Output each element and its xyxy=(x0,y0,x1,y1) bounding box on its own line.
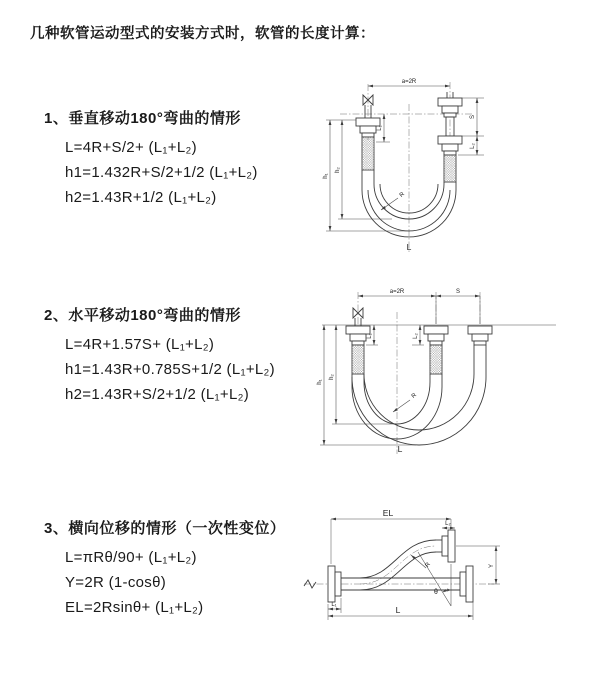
dim-r-label: R xyxy=(410,392,418,400)
dim-l-label: L xyxy=(395,605,401,615)
dim-l2-label: L₂ xyxy=(413,333,419,339)
left-braided-hose xyxy=(362,137,374,170)
angle-arc-arrow xyxy=(447,589,451,592)
section3-formula-Y: Y=2R (1-cosθ) xyxy=(65,574,167,591)
dim-l1-label: L₁ xyxy=(377,125,383,131)
section1-formula-h2: h2=1.43R+1/2 (L₁+L₂) xyxy=(65,189,217,206)
diagram-vertical-180-bend xyxy=(310,70,600,260)
section1-formula-h1: h1=1.432R+S/2+1/2 (L₁+L₂) xyxy=(65,164,258,181)
dim-a2r-label: a=2R xyxy=(389,289,405,295)
right-lower-flange xyxy=(460,566,473,602)
section2-formula-L: L=4R+1.57S+ (L₁+L₂) xyxy=(65,336,215,353)
dim-l2-label: L₂ xyxy=(470,143,476,149)
dim-r-label: R xyxy=(398,191,406,199)
centerlines xyxy=(322,292,556,454)
section1-formula-L: L=4R+S/2+ (L₁+L₂) xyxy=(65,139,197,156)
left-braided-hose xyxy=(352,345,364,374)
section3-heading: 3、横向位移的情形（一次性变位） xyxy=(44,520,286,537)
section2-formula-h2: h2=1.43R+S/2+1/2 (L₁+L₂) xyxy=(65,386,250,403)
dim-h2-label: h₂ xyxy=(329,374,335,380)
dimensions xyxy=(328,508,500,620)
dim-l1-label: L₁ xyxy=(331,602,337,608)
angle-construction xyxy=(418,552,451,606)
middle-braided-hose xyxy=(430,345,442,374)
dim-r-label: R xyxy=(424,561,432,569)
diagram-horizontal-180-bend xyxy=(308,282,600,460)
dim-h1-label: h₁ xyxy=(323,173,329,179)
section-vertical-180-bend xyxy=(44,107,322,210)
section3-formula-EL: EL=2Rsinθ+ (L₁+L₂) xyxy=(65,599,204,616)
dimensions xyxy=(317,289,480,454)
section1-heading: 1、垂直移动180°弯曲的情形 xyxy=(44,110,241,127)
right-fitting xyxy=(468,326,492,345)
dim-el-label: EL xyxy=(382,508,394,518)
section-lateral-displacement xyxy=(44,517,322,620)
section2-heading: 2、水平移动180°弯曲的情形 xyxy=(44,307,241,324)
dim-h2-label: h₂ xyxy=(335,167,341,173)
section3-formula-L: L=πRθ/90+ (L₁+L₂) xyxy=(65,549,197,566)
page-title: 几种软管运动型式的安装方式时，软管的长度计算： xyxy=(30,26,375,42)
dim-theta-label: θ xyxy=(434,589,438,596)
section2-formula-h1: h1=1.43R+0.785S+1/2 (L₁+L₂) xyxy=(65,361,275,378)
dim-a2r-label: a=2R xyxy=(401,79,417,85)
dim-l-label: L xyxy=(406,242,412,252)
dim-s-label: S xyxy=(470,114,476,120)
right-fitting-lower xyxy=(438,136,462,155)
right-upper-flange xyxy=(436,530,455,562)
left-flange xyxy=(328,566,341,602)
dim-y-label: Y xyxy=(489,563,495,569)
right-braided-hose xyxy=(444,155,456,182)
middle-fitting xyxy=(424,326,448,345)
dim-l-label: L xyxy=(397,444,403,454)
dim-s-label: S xyxy=(455,289,461,295)
angle-arc-arrow xyxy=(443,589,447,592)
section-horizontal-180-bend xyxy=(44,304,322,407)
centerline-break-mark xyxy=(304,580,316,588)
dim-l1-label: L₁ xyxy=(367,333,373,339)
dim-l2-label: L₂ xyxy=(445,521,451,527)
hose-u-bends xyxy=(352,345,486,445)
diagram-lateral-displacement xyxy=(298,506,600,640)
dim-h1-label: h₁ xyxy=(317,379,323,385)
